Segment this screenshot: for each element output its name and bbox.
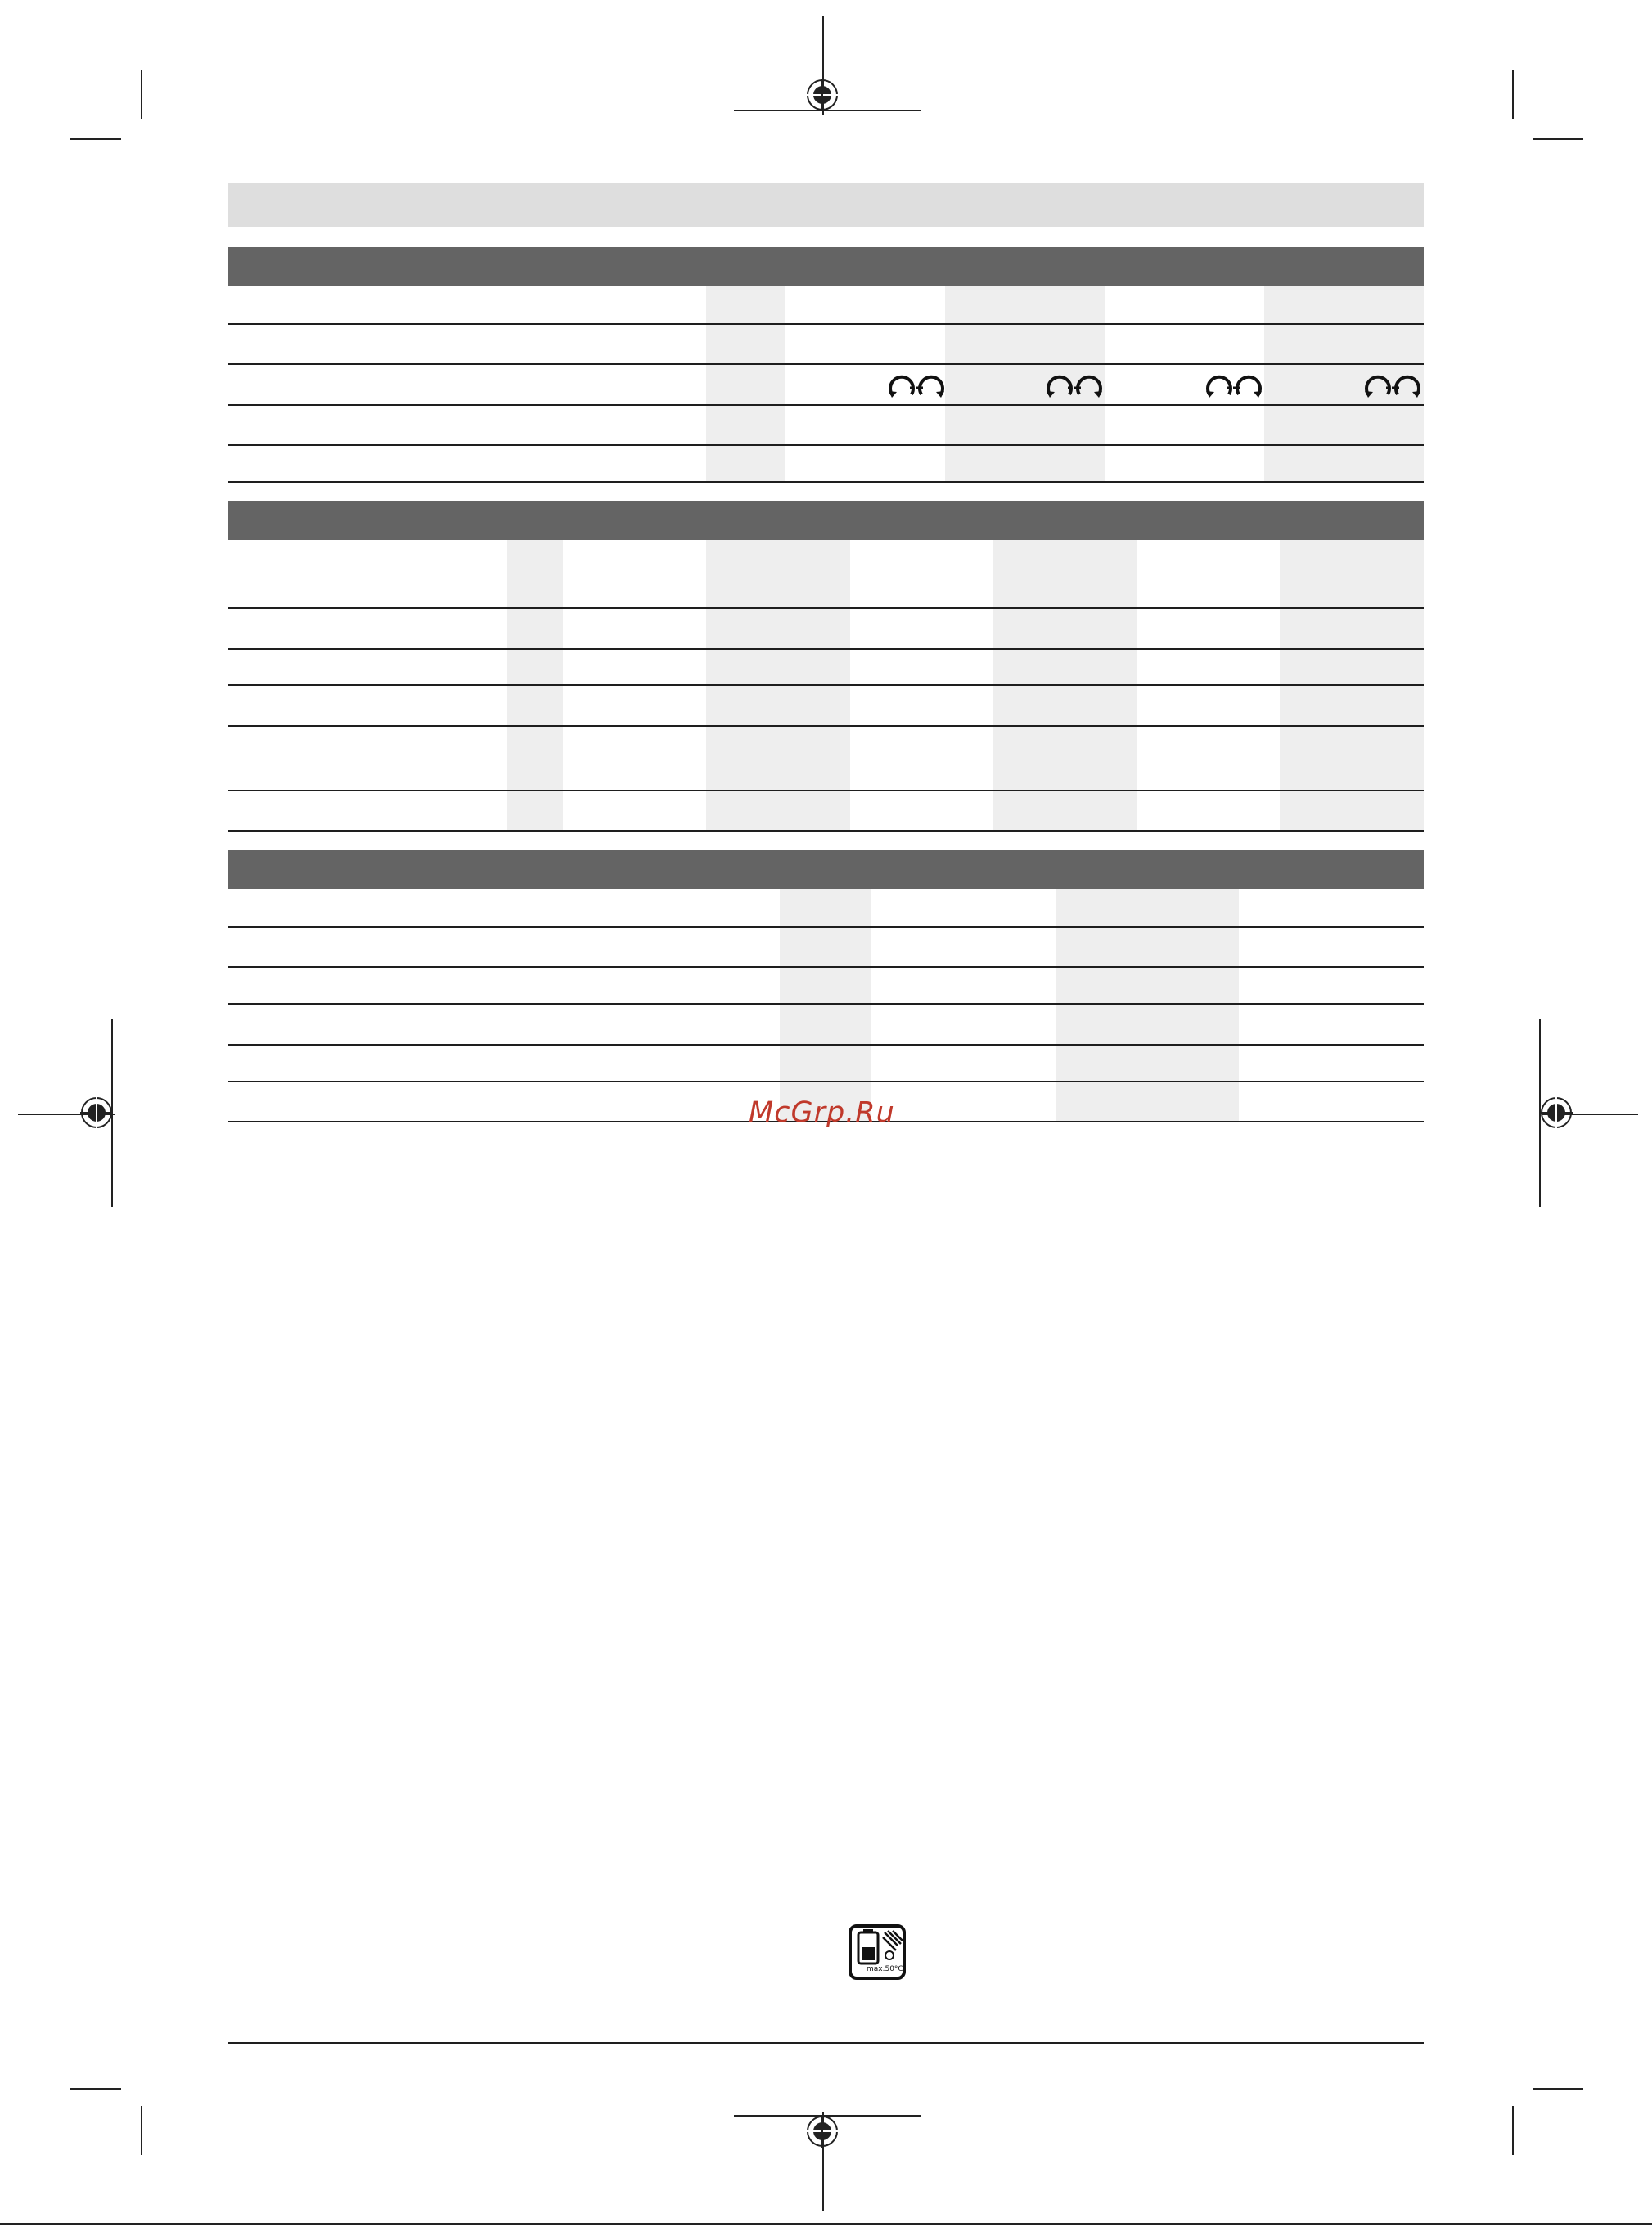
registration-mark-bottom-icon [806, 2115, 839, 2148]
section-2-rule [228, 725, 1424, 727]
section-1-shade-col-a [706, 286, 785, 481]
temperature-label: max.50°C [867, 1965, 903, 1973]
section-3-shade-col-b [1056, 889, 1239, 1122]
dual-rotation-icon [1360, 370, 1425, 403]
page-header-band [228, 183, 1424, 227]
section-2-rule [228, 790, 1424, 791]
crop-mark-top-right-h [1533, 138, 1583, 140]
section-2-rule [228, 607, 1424, 609]
section-3-rule [228, 1003, 1424, 1005]
registration-mark-left-icon [80, 1096, 113, 1129]
section-3-rule [228, 1044, 1424, 1046]
dual-rotation-icon [1201, 370, 1267, 403]
section-1-rule [228, 363, 1424, 365]
page-bottom-trim-line [0, 2223, 1652, 2225]
crop-mark-bottom-right-v [1512, 2106, 1514, 2155]
section-3-shade-col-a [780, 889, 871, 1122]
section-1-header [228, 247, 1424, 286]
section-1-rule [228, 404, 1424, 406]
registration-mark-top-icon [806, 79, 839, 111]
registration-mark-right-icon [1540, 1096, 1573, 1129]
dual-rotation-icon [884, 370, 949, 403]
dual-rotation-icon [1042, 370, 1107, 403]
section-3-header [228, 850, 1424, 889]
crop-mark-bottom-right-h [1533, 2088, 1583, 2090]
battery-temperature-icon [847, 1923, 909, 1982]
crop-mark-bottom-left-v [141, 2106, 142, 2155]
crop-mark-top-right-v [1512, 70, 1514, 119]
watermark-text: McGrp.Ru [749, 1096, 895, 1129]
section-1-rule [228, 481, 1424, 483]
section-3-rule [228, 966, 1424, 968]
section-2-rule [228, 684, 1424, 686]
section-3-rule [228, 1081, 1424, 1082]
crop-mark-top-left-v [141, 70, 142, 119]
section-1-rule [228, 444, 1424, 446]
crop-mark-bottom-left-h [70, 2088, 121, 2090]
section-2-rule [228, 648, 1424, 650]
section-1-rule [228, 323, 1424, 325]
section-2-rule [228, 830, 1424, 832]
crop-mark-top-left-h [70, 138, 121, 140]
section-3-rule [228, 926, 1424, 928]
page-footer-rule [228, 2042, 1424, 2044]
section-2-header [228, 501, 1424, 540]
